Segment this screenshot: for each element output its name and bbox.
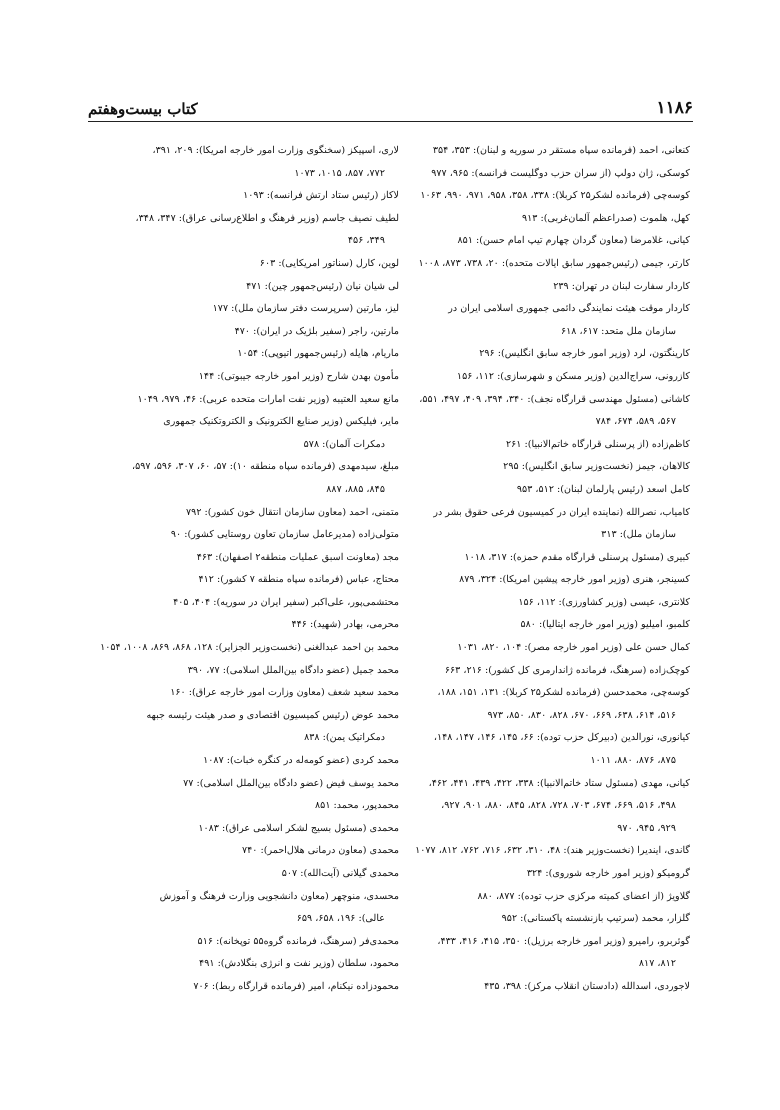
index-entry-text: مانع سعید العتیبه (وزیر نفت امارات متحده عربی): ۴۶، ۹۷۹، ۱۰۴۹ <box>137 393 399 405</box>
index-entry <box>385 456 690 479</box>
index-entry <box>94 931 399 954</box>
index-entry-text: کوسه‌چی (فرمانده لشکر۲۵ کربلا): ۳۳۸، ۳۵۸، ۹۵۸، ۹۷۱، ۹۹۰، ۱۰۶۳ <box>420 190 690 202</box>
book-title: کتاب بیست‌وهفتم <box>88 100 198 118</box>
index-entry-text: کاشانی (مسئول مهندسی قرارگاه نجف): ۳۴۰، ۳۹۴، ۴۰۹، ۴۹۷، ۵۵۱، <box>419 393 690 405</box>
index-entry <box>94 140 399 185</box>
index-entry <box>94 208 399 253</box>
index-entry <box>94 185 399 208</box>
index-entry <box>385 547 690 570</box>
index-entry-text: محمد یوسف فیض (عضو دادگاه بین‌الملل اسلامی): ۷۷ <box>183 777 399 789</box>
index-entry <box>94 456 399 501</box>
index-entry <box>94 547 399 570</box>
index-entry <box>94 773 399 796</box>
index-entry <box>94 660 399 683</box>
index-entry-text: مایر، فیلیکس (وزیر صنایع الکترونیک و الکتروتکنیک جمهوری <box>163 416 399 428</box>
index-entry <box>94 253 399 276</box>
index-entry-text: محمدپور، محمد: ۸۵۱ <box>315 800 399 812</box>
index-entry-text: کاردار سفارت لبنان در تهران: ۲۳۹ <box>553 280 690 292</box>
index-entry-text: کیانی، غلامرضا (معاون گردان چهارم تیپ امام حسن): ۸۵۱ <box>457 235 690 247</box>
index-entry <box>94 614 399 637</box>
index-entry <box>385 434 690 457</box>
index-entry-text: محمد کردی (عضو کومه‌له در کنگره خبات): ۱۰۸۷ <box>203 755 399 767</box>
index-entry-text: گاندی، ایندیرا (نخست‌وزیر هند): ۴۸، ۳۱۰، ۶۳۲، ۷۱۶، ۷۶۲، ۸۱۲، ۱۰۷۷ <box>415 845 690 857</box>
index-entry <box>385 140 690 163</box>
index-entry <box>94 569 399 592</box>
index-entry-continuation: ۸۱۲، ۸۱۷ <box>638 958 676 970</box>
index-entry-text: محمد سعید شعف (معاون وزارت امور خارجه عراق): ۱۶۰ <box>170 687 399 699</box>
header-rule <box>88 121 693 122</box>
index-entry-text: محمدی گیلانی (آیت‌الله): ۵۰۷ <box>281 868 399 879</box>
index-entry <box>94 343 399 366</box>
index-entry <box>94 637 399 660</box>
index-entry <box>94 682 399 705</box>
index-entry-text: کنعانی، احمد (فرمانده سپاه مستقر در سوریه و لبنان): ۳۵۳، ۳۵۴ <box>432 145 690 156</box>
index-entry <box>385 230 690 253</box>
index-entry <box>385 637 690 660</box>
index-entry-text: محمود، سلطان (وزیر نفت و انرژی بنگلادش): ۴۹۱ <box>199 958 399 970</box>
index-entry <box>94 276 399 299</box>
index-entry-text: محمودزاده نیکنام، امیر (فرمانده قرارگاه ربط): ۷۰۶ <box>193 980 399 992</box>
index-entry-text: لطیف نصیف جاسم (وزیر فرهنگ و اطلاع‌رسانی عراق): ۳۴۷، ۳۴۸، <box>135 212 399 224</box>
index-entry <box>94 976 399 999</box>
index-entry-text: کالاهان، جیمز (نخست‌وزیر سابق انگلیس): ۲۹۵ <box>503 461 690 473</box>
index-entry-continuation: ۸۷۵، ۸۷۶، ۸۸۰، ۱۰۱۱ <box>590 755 676 767</box>
page-header <box>88 92 693 118</box>
index-entry <box>94 592 399 615</box>
index-entry-text: گوئربرو، رامیرو (وزیر امور خارجه برزیل): ۳۵۰، ۴۱۵، ۴۱۶، ۴۳۳، <box>437 935 690 947</box>
index-entry <box>94 524 399 547</box>
index-entry-text: محتاج، عباس (فرمانده سپاه منطقه ۷ کشور): ۴۱۲ <box>198 574 399 586</box>
index-entry-text: کوسکی، ژان دولپ (از سران حزب دوگلیست فرانسه): ۹۶۵، ۹۷۷ <box>431 167 690 179</box>
index-entry <box>94 321 399 344</box>
index-entry-text: کاردار موقت هیئت نمایندگی دائمی جمهوری اسلامی ایران در <box>448 303 690 315</box>
index-entry-text: مجد (معاونت اسبق عملیات منطقه۲ اصفهان): ۴۶۳ <box>196 551 399 563</box>
index-entry-continuation: ۷۷۲، ۸۵۷، ۱۰۱۵، ۱۰۷۳ <box>294 167 385 179</box>
index-entry-text: لاکاز (رئیس ستاد ارتش فرانسه): ۱۰۹۳ <box>243 190 399 202</box>
index-entry <box>94 953 399 976</box>
index-entry-text: کامل اسعد (رئیس پارلمان لبنان): ۵۱۲، ۹۵۳ <box>516 483 690 495</box>
index-entry <box>385 298 690 343</box>
index-entry-text: گلاویژ (از اعضای کمیته مرکزی حزب توده): ۸۷۷، ۸۸۰ <box>477 890 690 902</box>
index-entry-text: محمدی‌فر (سرهنگ، فرمانده گروه۵۵ توپخانه): ۵۱۶ <box>197 935 399 947</box>
index-entry-text: کوچک‌زاده (سرهنگ، فرمانده ژاندارمری کل کشور): ۲۱۶، ۶۶۳ <box>444 664 690 676</box>
index-entry <box>385 886 690 909</box>
index-entry <box>94 705 399 750</box>
index-entry <box>94 389 399 412</box>
index-entry <box>385 253 690 276</box>
index-entry-continuation: ۴۹۸، ۵۱۶، ۶۶۹، ۶۷۴، ۷۰۳، ۷۲۸، ۸۲۸، ۸۴۵، ۸۸۰، ۹۰۱، ۹۲۷، <box>441 800 676 812</box>
index-entry <box>385 931 690 976</box>
index-entry-text: ۹۲۹، ۹۴۵، ۹۷۰ <box>617 822 676 834</box>
index-entry <box>385 389 690 434</box>
index-entry <box>94 502 399 525</box>
index-entry-text: کاظم‌زاده (از پرسنلی قرارگاه خاتم‌الانبیا): ۲۶۱ <box>505 438 690 450</box>
index-entry-text: گلزار، محمد (سرتیپ بازنشسته پاکستانی): ۹۵۲ <box>501 913 690 925</box>
index-entry-continuation: ۸۴۵، ۸۸۵، ۸۸۷ <box>326 483 385 495</box>
index-entry-continuation: دمکرات آلمان): ۵۷۸ <box>303 438 385 450</box>
index-entry <box>385 863 690 886</box>
page-number: ۱۱۸۶ <box>656 98 693 118</box>
index-entry-text: لی شیان نیان (رئیس‌جمهور چین): ۴۷۱ <box>246 280 399 292</box>
index-entry-text: لوین، کارل (سناتور امریکایی): ۶۰۳ <box>259 257 399 269</box>
index-entry <box>385 727 690 772</box>
index-entry <box>94 298 399 321</box>
index-entry <box>94 411 399 456</box>
index-entry <box>385 502 690 547</box>
index-entry <box>385 592 690 615</box>
index-entry <box>385 343 690 366</box>
index-entry-text: محتشمی‌پور، علی‌اکبر (سفیر ایران در سوریه): ۴۰۴، ۴۰۵ <box>173 596 399 608</box>
index-entry <box>94 886 399 931</box>
index-entry-continuation: ۵۶۷، ۵۸۹، ۶۷۴، ۷۸۴ <box>595 416 676 428</box>
index-entry-continuation: دمکراتیک یمن): ۸۳۸ <box>304 732 385 744</box>
index-entry-continuation: ۵۱۶، ۶۱۴، ۶۳۸، ۶۶۹، ۶۷۰، ۸۲۸، ۸۳۰، ۸۵۰، ۹۷۳ <box>487 709 676 721</box>
index-entry <box>385 840 690 863</box>
index-entry-text: کبیری (مسئول پرسنلی قرارگاه مقدم حمزه): ۳۱۷، ۱۰۱۸ <box>464 551 690 563</box>
index-entry <box>385 366 690 389</box>
index-entry-text: کارتر، جیمی (رئیس‌جمهور سابق ایالات متحده): ۲۰، ۷۳۸، ۸۷۳، ۱۰۰۸ <box>418 257 690 269</box>
index-entry-text: کازرونی، سراج‌الدین (وزیر مسکن و شهرسازی): ۱۱۲، ۱۵۶ <box>456 370 690 382</box>
index-column-left <box>94 140 399 999</box>
index-entry-text: محمدی (معاون درمانی هلال‌احمر): ۷۴۰ <box>242 845 399 857</box>
index-entry-text: کوسه‌چی، محمدحسن (فرمانده لشکر۲۵ کربلا): ۱۳۱، ۱۵۱، ۱۸۸، <box>437 687 690 699</box>
index-entry-continuation: عالی): ۱۹۶، ۶۵۸، ۶۵۹ <box>296 913 385 925</box>
index-entry-text: کسینجر، هنری (وزیر امور خارجه پیشین امریکا): ۳۲۴، ۸۷۹ <box>459 574 690 586</box>
index-entry-text: کیانی، مهدی (مسئول ستاد خاتم‌الانبیا): ۳۳۸، ۴۲۲، ۴۳۹، ۴۴۱، ۴۶۲، <box>428 777 690 789</box>
index-entry-text: کارینگتون، لرد (وزیر امور خارجه سابق انگلیس): ۲۹۶ <box>479 348 690 360</box>
index-entry-text: کلانتری، عیسی (وزیر کشاورزی): ۱۱۲، ۱۵۶ <box>518 596 690 608</box>
index-entry <box>94 795 399 818</box>
index-entry-text: کهل، هلموت (صدراعظم آلمان‌غربی): ۹۱۳ <box>521 212 690 224</box>
index-column-right <box>385 140 690 999</box>
index-entry-text: محسدی، منوچهر (معاون دانشجویی وزارت فرهنگ و آموزش <box>159 890 399 902</box>
index-entry-text: لاجوردی، اسدالله (دادستان انقلاب مرکز): ۳۹۸، ۴۳۵ <box>484 980 690 992</box>
index-entry-text: کمال حسن علی (وزیر امور خارجه مصر): ۱۰۴، ۸۲۰، ۱۰۳۱ <box>457 642 690 654</box>
index-entry-text: محرمی، بهادر (شهید): ۴۴۶ <box>291 619 399 631</box>
index-entry <box>385 682 690 727</box>
index-entry <box>385 660 690 683</box>
index-entry-text: کلمبو، امیلیو (وزیر امور خارجه ایتالیا): ۵۸۰ <box>520 619 690 631</box>
index-entry-text: محمد جمیل (عضو دادگاه بین‌الملل اسلامی): ۷۷، ۳۹۰ <box>187 664 399 676</box>
index-entry-text: محمد بن احمد عبدالغنی (نخست‌وزیر الجزایر): ۱۲۸، ۸۶۸، ۸۶۹، ۱۰۰۸، ۱۰۵۴ <box>100 642 399 654</box>
index-entry-text: لیز، مارتین (سرپرست دفتر سازمان ملل): ۱۷۷ <box>212 303 399 315</box>
index-entry-continuation: ۳۴۹، ۴۵۶ <box>347 235 385 247</box>
index-entry <box>94 818 399 841</box>
index-entry-continuation: سازمان ملل): ۳۱۳ <box>601 529 676 541</box>
index-entry-continuation: سازمان ملل متحد: ۶۱۷، ۶۱۸ <box>560 325 676 337</box>
index-entry-text: ماریام، هایله (رئیس‌جمهور اتیوپی): ۱۰۵۴ <box>237 348 399 360</box>
index-entry <box>385 908 690 931</box>
index-entry-text: مارتین، راجر (سفیر بلژیک در ایران): ۴۷۰ <box>234 325 399 337</box>
index-entry <box>94 366 399 389</box>
index-entry-text: متمنی، احمد (معاون سازمان انتقال خون کشور): ۷۹۲ <box>186 506 399 518</box>
index-entry <box>385 773 690 818</box>
index-entry <box>385 569 690 592</box>
index-entry <box>385 976 690 999</box>
index-entry <box>94 750 399 773</box>
index-entry-text: کامیاب، نصرالله (نماینده ایران در کمیسیون فرعی حقوق بشر در <box>433 506 690 518</box>
index-entry <box>94 840 399 863</box>
index-entry <box>385 479 690 502</box>
index-entry-text: مبلغ، سیدمهدی (فرمانده سپاه منطقه ۱۰): ۵۷، ۶۰، ۳۰۷، ۵۹۶، ۵۹۷، <box>131 461 399 473</box>
index-entry-text: محمد عوض (رئیس کمیسیون اقتصادی و صدر هیئت رئیسه جبهه <box>146 709 399 721</box>
index-entry <box>385 818 690 841</box>
index-entry-text: مأمون بهدن شارح (وزیر امور خارجه جیبوتی): ۱۴۴ <box>198 370 399 382</box>
index-entry <box>385 614 690 637</box>
index-entry-text: متولی‌زاده (مدیرعامل سازمان تعاون روستایی کشور): ۹۰ <box>170 529 399 541</box>
index-entry <box>94 863 399 886</box>
index-entry <box>385 185 690 208</box>
index-entry-text: لاری، اسپیکز (سخنگوی وزارت امور خارجه امریکا): ۲۰۹، ۳۹۱، <box>152 145 399 156</box>
index-entry <box>385 163 690 186</box>
index-entry-text: کیانوری، نورالدین (دبیرکل حزب توده): ۶۶، ۱۴۵، ۱۴۶، ۱۴۷، ۱۴۸، <box>433 732 690 744</box>
index-entry <box>385 276 690 299</box>
index-entry-text: گرومیکو (وزیر امور خارجه شوروی): ۳۲۴ <box>526 868 690 879</box>
index-entry <box>385 208 690 231</box>
index-entry-text: محمدی (مسئول بسیج لشکر اسلامی عراق): ۱۰۸۳ <box>198 822 399 834</box>
